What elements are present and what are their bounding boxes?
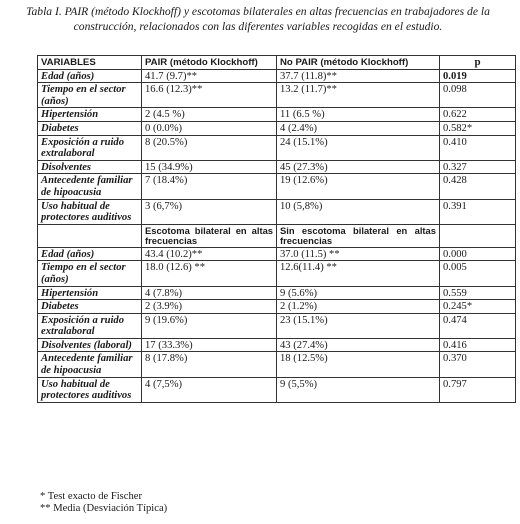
- table-row: [38, 300, 516, 314]
- row-pair-value: 15 (34.9%): [142, 160, 277, 174]
- row-pair-value: 16.6 (12.3)**: [142, 83, 277, 108]
- row-variable: Diabetes: [38, 121, 142, 135]
- caption-line-2: construcción, relacionados con las diferentes variables recogidas en el estudio.: [73, 20, 443, 33]
- table-row: [38, 174, 516, 199]
- row-variable: Diabetes: [38, 300, 142, 314]
- subheader-p-empty: [440, 224, 516, 247]
- table-row: [38, 313, 516, 338]
- row-sin-escotoma-value: 9 (5,5%): [277, 377, 440, 402]
- row-escotoma-value: 18.0 (12.6) **: [142, 261, 277, 286]
- row-no-pair-value: 45 (27.3%): [277, 160, 440, 174]
- row-variable: Disolventes: [38, 160, 142, 174]
- table-caption: [8, 4, 508, 34]
- row-p-value: 0.797: [440, 377, 516, 402]
- caption-line-1: Tabla I. PAIR (método Klockhoff) y escotomas bilaterales en altas frecuencias en trabajadores de la: [26, 5, 490, 18]
- row-variable: Edad (años): [38, 247, 142, 261]
- table-row: [38, 377, 516, 402]
- row-sin-escotoma-value: 18 (12.5%): [277, 352, 440, 377]
- row-escotoma-value: 2 (3.9%): [142, 300, 277, 314]
- row-p-value: 0.019: [440, 69, 516, 83]
- row-p-value: 0.370: [440, 352, 516, 377]
- row-escotoma-value: 4 (7.8%): [142, 286, 277, 300]
- row-p-value: 0.391: [440, 199, 516, 224]
- row-escotoma-value: 4 (7,5%): [142, 377, 277, 402]
- footnote-media: ** Media (Desviación Típica): [40, 503, 168, 514]
- row-sin-escotoma-value: 2 (1.2%): [277, 300, 440, 314]
- row-sin-escotoma-value: 37.0 (11.5) **: [277, 247, 440, 261]
- subheader-escotoma: Escotoma bilateral en altas frecuencias: [142, 224, 277, 247]
- header-variables: VARIABLES: [38, 56, 142, 70]
- row-no-pair-value: 10 (5,8%): [277, 199, 440, 224]
- header-no-pair: No PAIR (método Klockhoff): [277, 56, 440, 70]
- row-sin-escotoma-value: 43 (27.4%): [277, 338, 440, 352]
- row-no-pair-value: 19 (12.6%): [277, 174, 440, 199]
- row-pair-value: 0 (0.0%): [142, 121, 277, 135]
- row-p-value: 0.245*: [440, 300, 516, 314]
- row-variable: Disolventes (laboral): [38, 338, 142, 352]
- results-table: [37, 55, 516, 403]
- header-pair: PAIR (método Klockhoff): [142, 56, 277, 70]
- table-footnotes: [40, 491, 167, 515]
- row-escotoma-value: 17 (33.3%): [142, 338, 277, 352]
- header-row: [38, 56, 516, 70]
- row-pair-value: 7 (18.4%): [142, 174, 277, 199]
- row-p-value: 0.416: [440, 338, 516, 352]
- row-escotoma-value: 43.4 (10.2)**: [142, 247, 277, 261]
- row-p-value: 0.474: [440, 313, 516, 338]
- row-no-pair-value: 37.7 (11.8)**: [277, 69, 440, 83]
- table-row: [38, 83, 516, 108]
- row-variable: Tiempo en el sector (años): [38, 83, 142, 108]
- row-no-pair-value: 11 (6.5 %): [277, 108, 440, 122]
- row-variable: Hipertensión: [38, 108, 142, 122]
- subheader-empty: [38, 224, 142, 247]
- row-p-value: 0.622: [440, 108, 516, 122]
- subheader-sin-escotoma: Sin escotoma bilateral en altas frecuencias: [277, 224, 440, 247]
- row-sin-escotoma-value: 23 (15.1%): [277, 313, 440, 338]
- subheader-row: [38, 224, 516, 247]
- row-p-value: 0.582*: [440, 121, 516, 135]
- row-p-value: 0.098: [440, 83, 516, 108]
- table-row: [38, 352, 516, 377]
- table-row: [38, 69, 516, 83]
- row-no-pair-value: 13.2 (11.7)**: [277, 83, 440, 108]
- footnote-fischer: * Test exacto de Fischer: [40, 491, 143, 502]
- row-sin-escotoma-value: 9 (5.6%): [277, 286, 440, 300]
- row-p-value: 0.005: [440, 261, 516, 286]
- row-variable: Uso habitual de protectores auditivos: [38, 377, 142, 402]
- row-variable: Hipertensión: [38, 286, 142, 300]
- row-pair-value: 3 (6,7%): [142, 199, 277, 224]
- table-row: [38, 247, 516, 261]
- row-variable: Uso habitual de protectores auditivos: [38, 199, 142, 224]
- row-variable: Antecedente familiar de hipoacusia: [38, 352, 142, 377]
- table-row: [38, 338, 516, 352]
- row-variable: Edad (años): [38, 69, 142, 83]
- row-sin-escotoma-value: 12.6(11.4) **: [277, 261, 440, 286]
- table-row: [38, 261, 516, 286]
- row-p-value: 0.327: [440, 160, 516, 174]
- row-escotoma-value: 8 (17.8%): [142, 352, 277, 377]
- row-pair-value: 2 (4.5 %): [142, 108, 277, 122]
- row-no-pair-value: 24 (15.1%): [277, 135, 440, 160]
- row-variable: Antecedente familiar de hipoacusia: [38, 174, 142, 199]
- table-row: [38, 108, 516, 122]
- row-variable: Tiempo en el sector (años): [38, 261, 142, 286]
- row-escotoma-value: 9 (19.6%): [142, 313, 277, 338]
- row-p-value: 0.559: [440, 286, 516, 300]
- table-row: [38, 121, 516, 135]
- table-row: [38, 286, 516, 300]
- row-variable: Exposición a ruido extralaboral: [38, 135, 142, 160]
- row-pair-value: 41.7 (9.7)**: [142, 69, 277, 83]
- row-variable: Exposición a ruido extralaboral: [38, 313, 142, 338]
- row-p-value: 0.410: [440, 135, 516, 160]
- row-p-value: 0.428: [440, 174, 516, 199]
- table-row: [38, 135, 516, 160]
- table-row: [38, 199, 516, 224]
- row-no-pair-value: 4 (2.4%): [277, 121, 440, 135]
- table-row: [38, 160, 516, 174]
- row-pair-value: 8 (20.5%): [142, 135, 277, 160]
- row-p-value: 0.000: [440, 247, 516, 261]
- header-p: p: [440, 56, 516, 70]
